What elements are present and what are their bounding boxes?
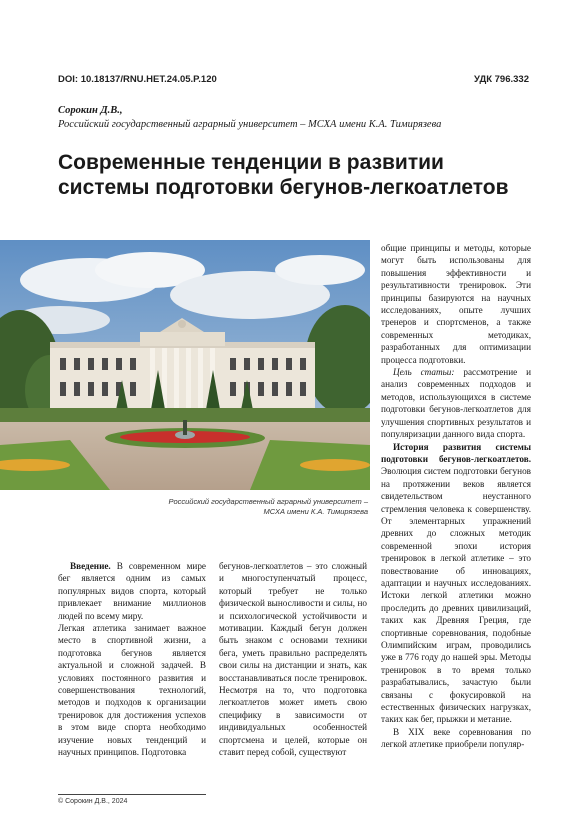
author-name: Сорокин Д.В.,: [58, 105, 123, 116]
goal-heading: Цель статьи:: [393, 367, 455, 378]
photo-caption: [110, 497, 368, 517]
title-line-2: системы подготовки бегунов-легкоатлетов: [58, 176, 509, 199]
history-paragraph: [381, 441, 531, 726]
caption-line-1: Российский государственный аграрный университет –: [168, 497, 368, 506]
university-photo: [0, 240, 370, 490]
intro-text: В современном мире бег является одним из самых популярных видов спорта, который привлекает внимание миллионов людей по всему миру.: [58, 561, 206, 621]
university-building-image: [0, 240, 370, 490]
goal-paragraph: [381, 366, 531, 440]
body-column-1: [58, 560, 206, 759]
history-heading: История развития системы подготовки бегунов-легкоатлетов.: [381, 441, 531, 464]
doi-label: DOI: 10.18137/RNU.HET.24.05.P.120: [58, 74, 217, 85]
author-block: [58, 104, 538, 132]
intro-paragraph: [58, 560, 206, 622]
author-affiliation: Российский государственный аграрный университет – МСХА имени К.А. Тимирязева: [58, 119, 442, 130]
body-column-3: [381, 242, 531, 751]
article-title: [58, 150, 538, 200]
intro-heading: Введение.: [70, 561, 111, 571]
column-2-text: бегунов-легкоатлетов – это сложный и многоступенчатый процесс, который требует не только физической выносливости и силы, но и психологической устойчивости и мотивации. Каждый бегун должен быть знаком с основами техники бега, уметь правильно распределять свои силы на дистанции и знать, как восстанавливаться после тренировок. Несмотря на то, что подготовка легкоатлетов может иметь свою специфику в зависимости от индивидуальных особенностей спортсмена и целей, которые он ставит перед собой, существуют: [219, 561, 367, 758]
paragraph-2: Легкая атлетика занимает важное место в спортивной жизни, а подготовка бегунов является актуальной и сложной задачей. В условиях постоянного развития и совершенствования технологий, методов и подходов к организации тренировок для достижения успехов в этом виде спорта необходимо изучение новых тенденций и научных принципов. Подготовка: [58, 623, 206, 758]
column-3-paragraph-1: общие принципы и методы, которые могут быть использованы для повышения эффективности и результативности тренировок. Эти принципы базируются на научных исследованиях, опыте лучших тренеров и спортсменов, а также современных методиках, разработанных для оптимизации процесса подготовки.: [381, 243, 531, 365]
body-column-2: [219, 560, 367, 759]
udk-label: УДК 796.332: [474, 74, 529, 85]
caption-line-2: МСХА имени К.А. Тимирязева: [263, 507, 368, 516]
goal-text: рассмотрение и анализ современных подходов и методов, использующихся в системе подготовки бегунов-легкоатлетов для улучшения спортивных результатов и популяризации данного вида спорта.: [381, 367, 532, 440]
footer-rule: [58, 794, 206, 795]
copyright: © Сорокин Д.В., 2024: [58, 798, 128, 805]
title-line-1: Современные тенденции в развитии: [58, 151, 444, 174]
history-text: Эволюция систем подготовки бегунов на протяжении веков является свидетельством неустанного стремления человека к совершенству. От элементарных упражнений древних до сложных методик современной эпохи история тренировок в легкой атлетике – это повествование об инновациях, адаптации и научных исследованиях. Истоки легкой атлетики можно проследить до древних цивилизаций, таких как Древняя Греция, где спортивные соревнования, подобные Олимпийским играм, проводились уже в 776 году до нашей эры. Методы тренировок в то время только разрабатывались, зачастую были связаны с фокусировкой на естественных физических нагрузках, таких как бег, прыжки и метание.: [381, 466, 531, 725]
last-paragraph: В XIX веке соревнования по легкой атлетике приобрели популяр-: [381, 726, 531, 750]
